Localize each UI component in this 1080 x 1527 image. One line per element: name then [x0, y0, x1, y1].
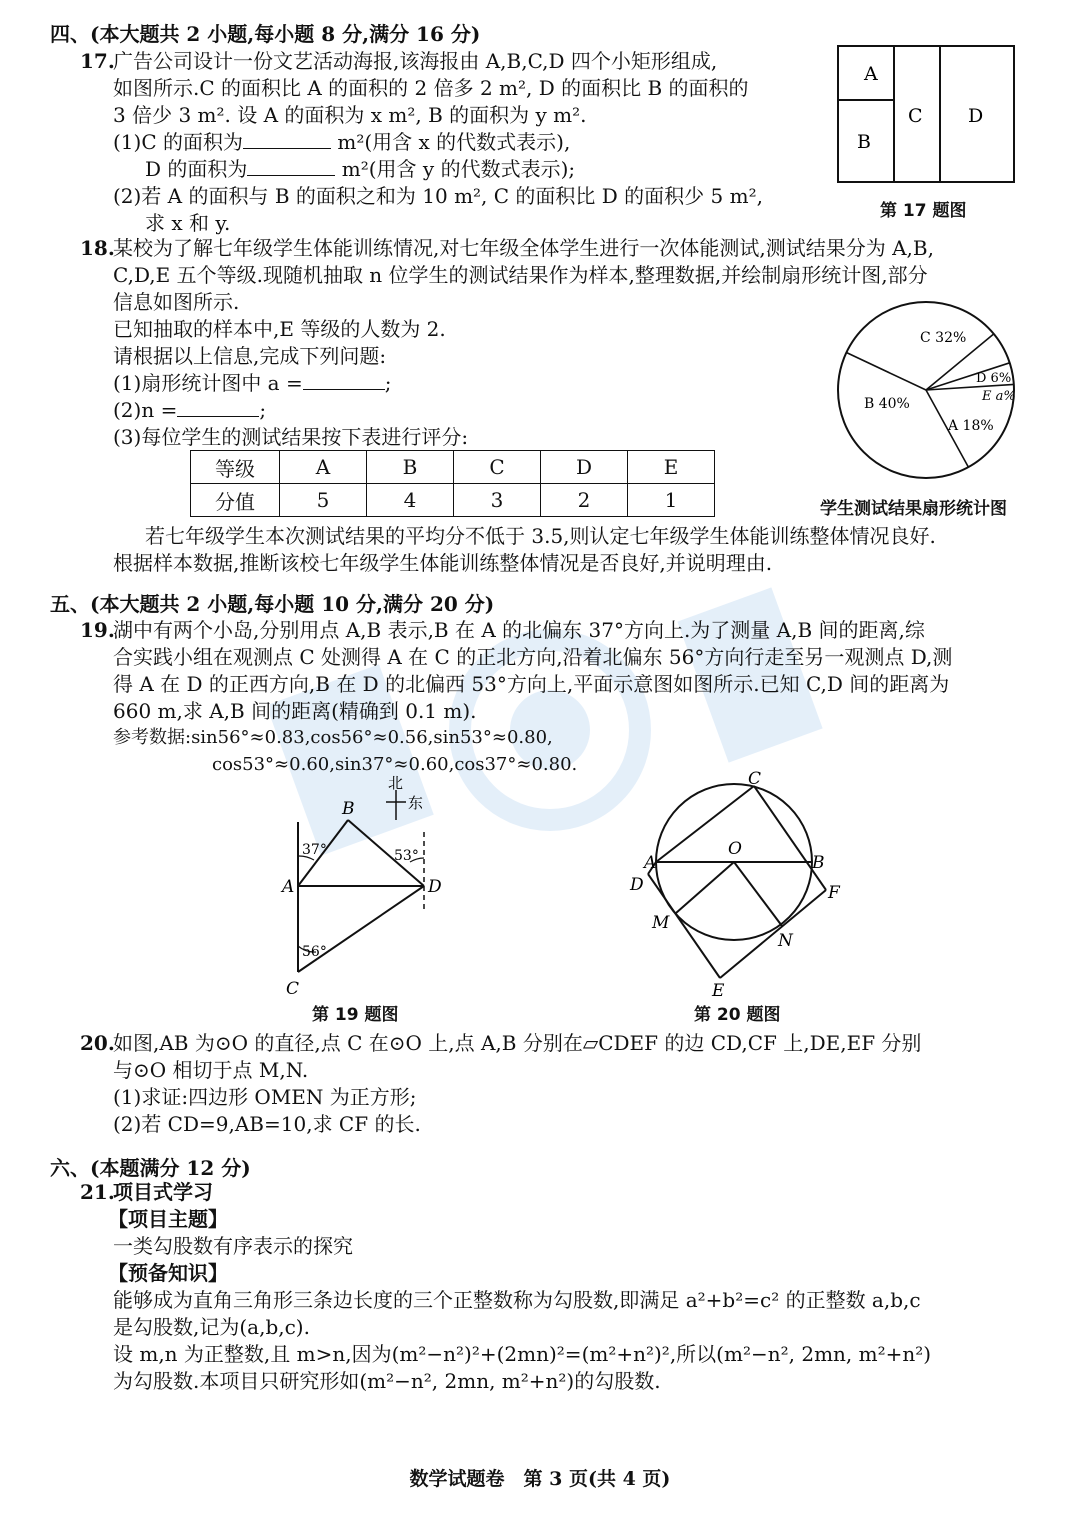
answer-blank[interactable] — [247, 157, 335, 176]
fig17-label-C: C — [908, 105, 923, 127]
pie-caption: 学生测试结果扇形统计图 — [820, 499, 1007, 519]
pie-chart — [830, 300, 1030, 490]
q17-sub1b — [145, 156, 575, 182]
q21-theme-label: 【项目主题】 — [108, 1207, 228, 1231]
table-cell: A — [280, 451, 367, 484]
q18-sub1 — [113, 370, 391, 396]
fig17-caption: 第 17 题图 — [880, 201, 967, 221]
q17-sub1b-post: m²(用含 y 的代数式表示); — [341, 157, 576, 181]
q18-line5: 请根据以上信息,完成下列问题: — [113, 344, 387, 368]
fig20-label-B: B — [812, 853, 825, 873]
answer-blank[interactable] — [177, 398, 259, 417]
table-cell: C — [454, 451, 541, 484]
q20-sub1: (1)求证:四边形 OMEN 为正方形; — [113, 1085, 417, 1109]
fig17-label-B: B — [857, 131, 871, 153]
q17-line1: 广告公司设计一份文艺活动海报,该海报由 A,B,C,D 四个小矩形组成, — [113, 49, 718, 73]
q17-sub1a-post: m²(用含 x 的代数式表示), — [337, 130, 571, 154]
q19-line3: 得 A 在 D 的正西方向,B 在 D 的北偏西 53°方向上,平面示意图如图所示.已知 C,D 间的距离为 — [113, 672, 950, 696]
q18-number: 18. — [80, 236, 115, 260]
table-cell: 3 — [454, 484, 541, 517]
table-row — [191, 451, 715, 484]
pie-label-D: D 6% — [976, 371, 1012, 386]
table-cell: 2 — [541, 484, 628, 517]
q19-line2: 合实践小组在观测点 C 处测得 A 在 C 的正北方向,沿着北偏东 56°方向行走至另一观测点 D,测 — [113, 645, 953, 669]
figure-17 — [830, 40, 1020, 190]
table-row — [191, 484, 715, 517]
table-cell: E — [628, 451, 715, 484]
q17-sub2b: 求 x 和 y. — [145, 211, 231, 235]
q18-sub1-text: (1)扇形统计图中 a = — [113, 371, 303, 395]
fig19-angle-37: 37° — [302, 842, 327, 858]
semicolon: ; — [384, 371, 392, 395]
q19-line1: 湖中有两个小岛,分别用点 A,B 表示,B 在 A 的北偏东 37°方向上.为了测量 A,B 间的距离,综 — [113, 618, 925, 642]
q21-prep-label: 【预备知识】 — [108, 1261, 228, 1285]
fig19-angle-53: 53° — [394, 848, 419, 864]
q18-line4: 已知抽取的样本中,E 等级的人数为 2. — [113, 317, 446, 341]
q18-line3: 信息如图所示. — [113, 290, 240, 314]
pie-label-A: A 18% — [948, 418, 994, 434]
q17-number: 17. — [80, 49, 115, 73]
q20-line2: 与⊙O 相切于点 M,N. — [113, 1058, 309, 1082]
fig20-label-C: C — [748, 770, 762, 789]
fig20-label-O: O — [728, 839, 742, 859]
fig19-label-C: C — [286, 979, 300, 999]
fig19-east-label: 东 — [408, 794, 424, 812]
figure-20 — [620, 770, 850, 1000]
q19-line4: 660 m,求 A,B 间的距离(精确到 0.1 m). — [113, 699, 477, 723]
section-6-header: 六、(本题满分 12 分) — [50, 1156, 251, 1180]
table-cell: B — [367, 451, 454, 484]
q21-number: 21. — [80, 1180, 115, 1204]
answer-blank[interactable] — [243, 130, 331, 149]
fig20-caption: 第 20 题图 — [694, 1005, 781, 1025]
fig20-label-M: M — [652, 913, 670, 933]
table-cell: D — [541, 451, 628, 484]
q19-ref2: cos53°≈0.60,sin37°≈0.60,cos37°≈0.80. — [212, 754, 578, 775]
fig17-label-D: D — [968, 105, 984, 127]
fig19-label-A: A — [282, 877, 295, 897]
table-cell: 分值 — [191, 484, 280, 517]
q18-line1: 某校为了解七年级学生体能训练情况,对七年级全体学生进行一次体能测试,测试结果分为 A,B, — [113, 236, 934, 260]
q21-line2: 是勾股数,记为(a,b,c). — [113, 1315, 310, 1339]
q17-sub2a: (2)若 A 的面积与 B 的面积之和为 10 m², C 的面积比 D 的面积少 5 m², — [113, 184, 763, 208]
q20-sub2: (2)若 CD=9,AB=10,求 CF 的长. — [113, 1112, 421, 1136]
q18-sub2-text: (2)n = — [113, 398, 178, 422]
q19-number: 19. — [80, 618, 115, 642]
table-cell: 等级 — [191, 451, 280, 484]
fig19-north-label: 北 — [388, 774, 404, 792]
semicolon: ; — [259, 398, 267, 422]
q17-sub1a — [113, 129, 570, 155]
table-cell: 4 — [367, 484, 454, 517]
q18-line2: C,D,E 五个等级.现随机抽取 n 位学生的测试结果作为样本,整理数据,并绘制扇形统计图,部分 — [113, 263, 928, 287]
q18-after2: 根据样本数据,推断该校七年级学生体能训练整体情况是否良好,并说明理由. — [113, 551, 773, 575]
q20-line1: 如图,AB 为⊙O 的直径,点 C 在⊙O 上,点 A,B 分别在▱CDEF 的边 CD,CF 上,DE,EF 分别 — [113, 1031, 922, 1055]
q21-theme: 一类勾股数有序表示的探究 — [113, 1234, 353, 1258]
q18-sub3: (3)每位学生的测试结果按下表进行评分: — [113, 425, 469, 449]
fig20-label-D: D — [630, 875, 644, 895]
q18-after1: 若七年级学生本次测试结果的平均分不低于 3.5,则认定七年级学生体能训练整体情况良好. — [145, 524, 936, 548]
fig20-label-N: N — [778, 931, 793, 951]
fig19-label-B: B — [342, 799, 355, 819]
q21-line1: 能够成为直角三角形三条边长度的三个正整数称为勾股数,即满足 a²+b²=c² 的正整数 a,b,c — [113, 1288, 921, 1312]
fig20-label-F: F — [828, 883, 840, 903]
section-5-header: 五、(本大题共 2 小题,每小题 10 分,满分 20 分) — [50, 592, 495, 616]
pie-label-E: E a% — [982, 389, 1016, 404]
answer-blank[interactable] — [303, 371, 385, 390]
fig19-caption: 第 19 题图 — [312, 1005, 399, 1025]
q18-sub2 — [113, 397, 266, 423]
fig20-label-E: E — [712, 981, 725, 1000]
fig20-label-A: A — [644, 853, 657, 873]
q17-sub1b-pre: D 的面积为 — [145, 157, 248, 181]
fig19-angle-56: 56° — [302, 944, 327, 960]
q20-number: 20. — [80, 1031, 115, 1055]
figure-19 — [270, 772, 470, 1002]
q21-line4: 为勾股数.本项目只研究形如(m²−n², 2mn, m²+n²)的勾股数. — [113, 1369, 661, 1393]
section-4-header: 四、(本大题共 2 小题,每小题 8 分,满分 16 分) — [50, 22, 481, 46]
q17-line2: 如图所示.C 的面积比 A 的面积的 2 倍多 2 m², D 的面积比 B 的面积的 — [113, 76, 749, 100]
score-table — [190, 450, 715, 517]
q19-ref1: 参考数据:sin56°≈0.83,cos56°≈0.56,sin53°≈0.80, — [113, 727, 553, 748]
q21-line3: 设 m,n 为正整数,且 m>n,因为(m²−n²)²+(2mn)²=(m²+n²)²,所以(m²−n², 2mn, m²+n²) — [113, 1342, 932, 1366]
q17-sub1a-pre: (1)C 的面积为 — [113, 130, 243, 154]
fig19-label-D: D — [428, 877, 442, 897]
pie-label-C: C 32% — [920, 330, 967, 346]
q17-line3: 3 倍少 3 m². 设 A 的面积为 x m², B 的面积为 y m². — [113, 103, 587, 127]
table-cell: 5 — [280, 484, 367, 517]
fig17-label-A: A — [864, 63, 878, 85]
page-footer: 数学试题卷 第 3 页(共 4 页) — [409, 1468, 671, 1490]
table-cell: 1 — [628, 484, 715, 517]
q21-title: 项目式学习 — [113, 1180, 213, 1204]
pie-label-B: B 40% — [864, 396, 910, 412]
